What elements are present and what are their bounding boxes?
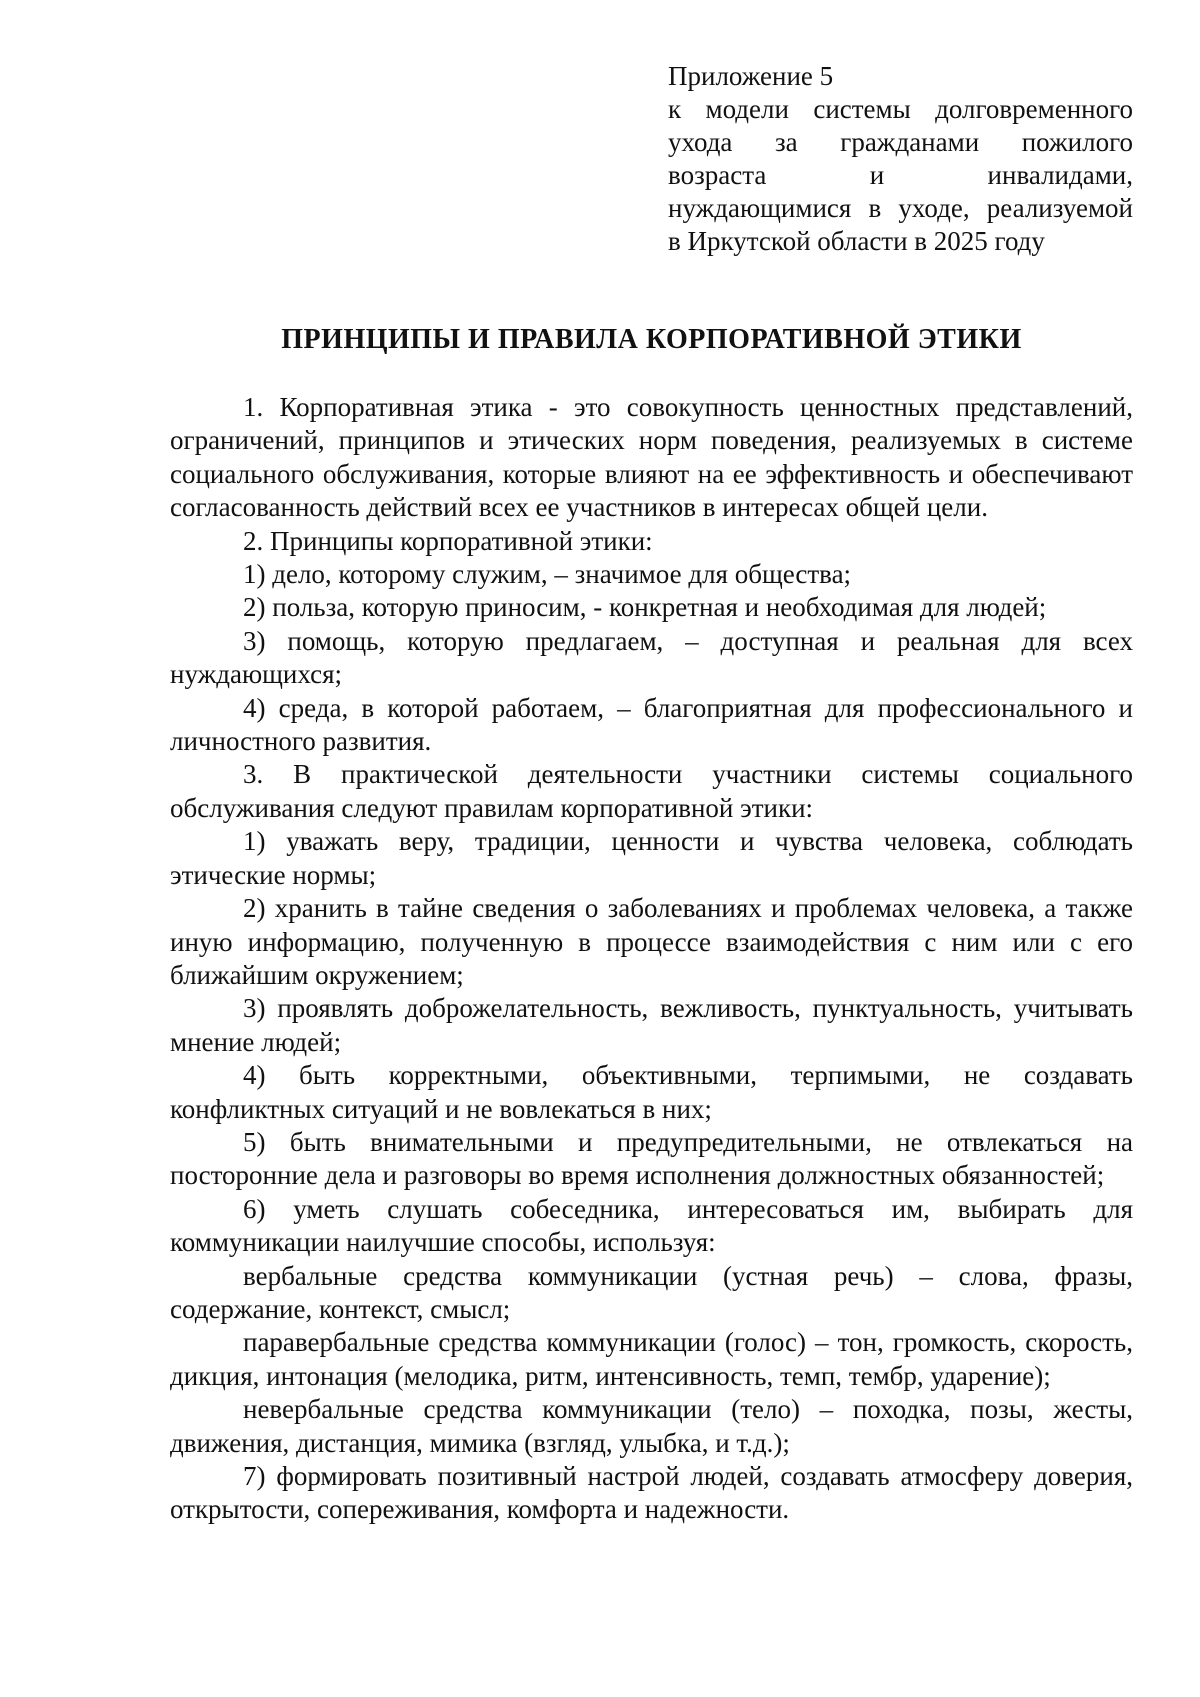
appendix-line: к модели системы долговременного [668,94,1133,124]
page-title: ПРИНЦИПЫ И ПРАВИЛА КОРПОРАТИВНОЙ ЭТИКИ [281,324,1022,355]
appendix-number: Приложение 5 [668,61,834,91]
paragraph-principles-heading: 2. Принципы корпоративной этики: [243,525,653,556]
appendix-line: нуждающимися в уходе, реализуемой [668,193,1133,223]
list-item: 3) помощь, которую предлагаем, – доступная и реальная для всех нуждающихся; [170,625,1133,690]
sub-item-paraverbal: паравербальные средства коммуникации (голос) – тон, громкость, скорость, дикция, интонация (мелодика, ритм, интенсивность, темп, тембр, ударение); [170,1327,1133,1391]
paragraph-rules-heading: 3. В практической деятельности участники системы социального обслуживания следуют правилам корпоративной этики: [170,759,1133,823]
list-item: 4) быть корректными, объективными, терпимыми, не создавать конфликтных ситуаций и не вовлекаться в них; [170,1060,1133,1124]
appendix-header [668,60,1133,258]
appendix-line: ухода за гражданами пожилого [668,127,1133,157]
list-item: 3) проявлять доброжелательность, вежливость, пунктуальность, учитывать мнение людей; [170,993,1133,1057]
list-item: 2) хранить в тайне сведения о заболеваниях и проблемах человека, а также иную информацию, полученную в процессе взаимодействия с ним или с его ближайшим окружением; [170,893,1133,990]
sub-item-nonverbal: невербальные средства коммуникации (тело) – походка, позы, жесты, движения, дистанция, мимика (взгляд, улыбка, и т.д.); [170,1394,1133,1458]
sub-item-verbal: вербальные средства коммуникации (устная речь) – слова, фразы, содержание, контекст, смысл; [170,1260,1133,1324]
list-item: 7) формировать позитивный настрой людей, создавать атмосферу доверия, открытости, сопереживания, комфорта и надежности. [170,1461,1133,1525]
document-body [170,391,1133,1527]
list-item: 6) уметь слушать собеседника, интересоваться им, выбирать для коммуникации наилучшие способы, используя: [170,1193,1133,1258]
appendix-line: в Иркутской области в 2025 году [668,226,1045,256]
list-item: 5) быть внимательными и предупредительными, не отвлекаться на посторонние дела и разговоры во время исполнения должностных обязанностей; [170,1126,1133,1191]
appendix-line: возраста и инвалидами, [668,160,1133,190]
list-item: 1) уважать веру, традиции, ценности и чувства человека, соблюдать этические нормы; [170,826,1133,890]
list-item: 2) польза, которую приносим, - конкретная и необходимая для людей; [243,592,1047,623]
list-item: 4) среда, в которой работаем, – благоприятная для профессионального и личностного развития. [170,692,1133,757]
list-item: 1) дело, которому служим, – значимое для общества; [243,559,852,590]
paragraph-definition: 1. Корпоративная этика - это совокупность ценностных представлений, ограничений, принципов и этических норм поведения, реализуемых в системе социального обслуживания, которые влияют на ее эффективность и обеспечивают согласованность действий всех ее участников в интересах общей цели. [170,392,1133,523]
